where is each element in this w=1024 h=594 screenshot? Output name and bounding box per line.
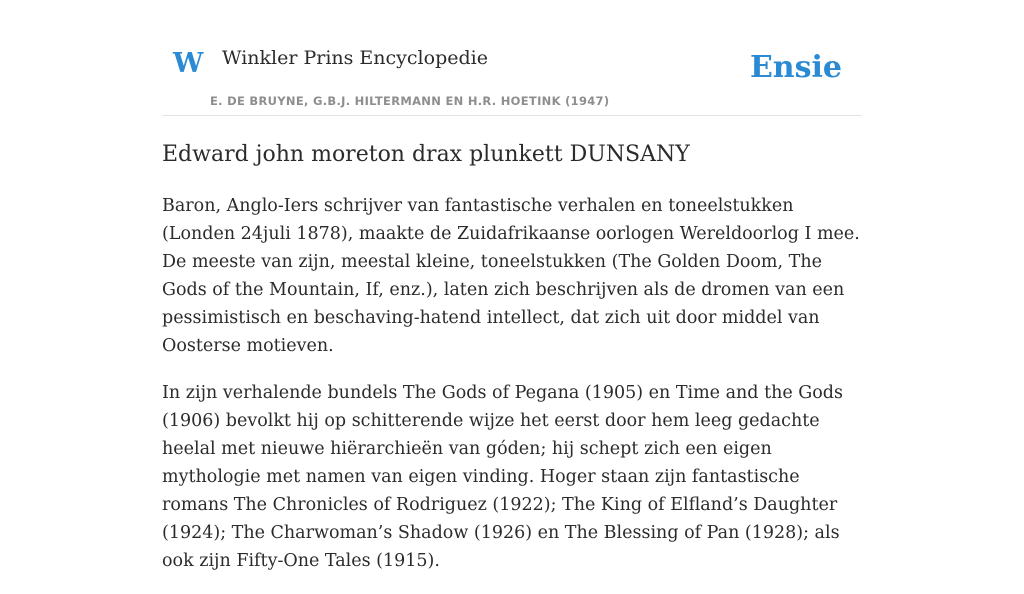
article-paragraph: Baron, Anglo-Iers schrijver van fantastische verhalen en toneelstukken (Londen 24juli 1878), maakte de Zuidafrikaanse oorlogen Wereldoorlog I mee. De meeste van zijn, meestal kleine, toneelstukken (The Golden Doom, The Gods of the Mountain, If, enz.), laten zich beschrijven als de dromen van een pessimistisch en beschaving-hatend intellect, dat zich uit door middel van Oosterse motieven. bbox=[162, 196, 860, 356]
site-title-link[interactable]: Winkler Prins Encyclopedie bbox=[222, 47, 488, 69]
article-body bbox=[162, 192, 862, 594]
source-authors: E. DE BRUYNE, G.B.J. HILTERMANN EN H.R. HOETINK (1947) bbox=[210, 94, 610, 108]
header bbox=[162, 0, 862, 116]
article-paragraph: In zijn verhalende bundels The Gods of Pegana (1905) en Time and the Gods (1906) bevolkt hij op schitterende wijze het eerst door hem leeg gedachte heelal met nieuwe hiërarchieën van góden; hij schept zich een eigen mythologie met namen van eigen vinding. Hoger staan zijn fantastische romans The Chronicles of Rodriguez (1922); The King of Elfland’s Daughter (1924); The Charwoman’s Shadow (1926) en The Blessing of Pan (1928); als ook zijn Fifty-One Tales (1915). bbox=[162, 383, 843, 571]
content-column bbox=[162, 0, 862, 571]
entry-title: Edward john moreton drax plunkett DUNSANY bbox=[162, 142, 690, 167]
ensie-logo-link[interactable]: Ensie bbox=[749, 50, 842, 85]
winkler-prins-logo-icon[interactable]: W bbox=[173, 48, 204, 79]
